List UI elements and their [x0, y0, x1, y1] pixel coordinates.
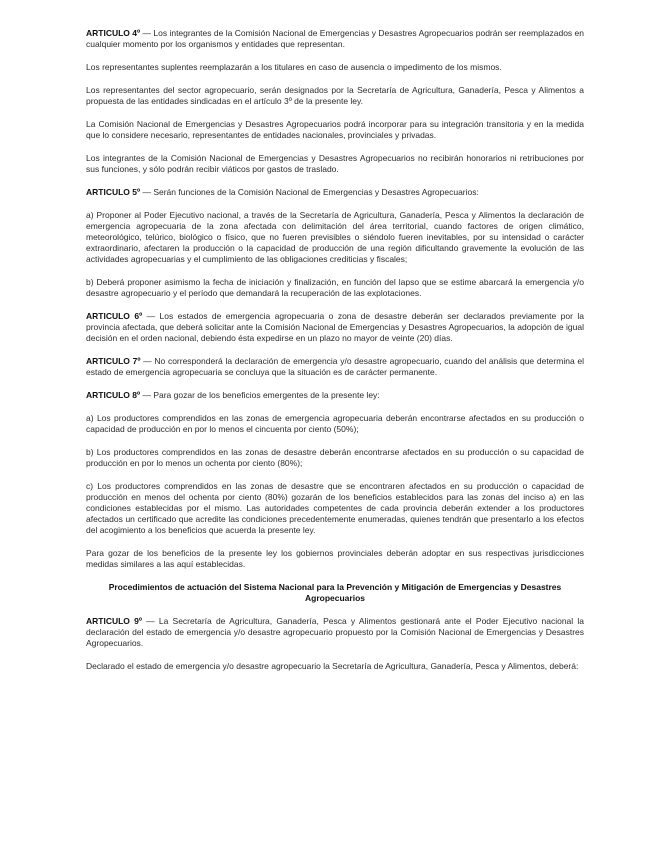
article-8-text: — Para gozar de los beneficios emergentes de la presente ley: — [140, 390, 380, 400]
article-8-provincial-paragraph: Para gozar de los beneficios de la presente ley los gobiernos provinciales deberán adoptar en sus respectivas jurisdicciones medidas similares a las aquí establecidas. — [86, 548, 584, 569]
article-9-paragraph — [86, 616, 584, 649]
document-page — [86, 28, 584, 684]
article-9-text: — La Secretaría de Agricultura, Ganadería, Pesca y Alimentos gestionará ante el Poder Ejecutivo nacional la declaración del estado de emergencia y/o desastre agropecuario propuesto por la Comisión Nacional de Emergencias y Desastres Agropecuarios. — [86, 616, 584, 648]
article-8-item-a: a) Los productores comprendidos en las zonas de emergencia agropecuaria deberán encontrarse afectados en su producción o capacidad de producción en por lo menos el cincuenta por ciento (50%); — [86, 413, 584, 434]
article-9-declaration-paragraph: Declarado el estado de emergencia y/o desastre agropecuario la Secretaría de Agricultura, Ganadería, Pesca y Alimentos, deberá: — [86, 661, 579, 671]
article-4-representatives-paragraph: Los representantes del sector agropecuario, serán designados por la Secretaría de Agricultura, Ganadería, Pesca y Alimentos a propuesta de las entidades sindicadas en el artículo 3º de la presente ley. — [86, 85, 584, 106]
article-7-label: ARTICULO 7º — [86, 356, 141, 366]
article-4-paragraph — [86, 28, 584, 50]
article-5-item-b: b) Deberá proponer asimismo la fecha de iniciación y finalización, en función del lapso que se estime abarcará la emergencia y/o desastre agropecuario y el período que demandará la recuperación de las explotaciones. — [86, 277, 584, 298]
article-5-item-a: a) Proponer al Poder Ejecutivo nacional, a través de la Secretaría de Agricultura, Ganadería, Pesca y Alimentos la declaración de emergencia agropecuaria de la zona afectada con delimitación del área territorial, cuando factores de origen climático, meteorológico, telúrico, biológico o físico, que no fueren previsibles o siéndolo fueren inevitables, por su intensidad o carácter extraordinario, afectaren la producción o la capacidad de producción de una región dificultando gravemente la evolución de las actividades agropecuarias y el cumplimiento de las obligaciones crediticias y fiscales; — [86, 210, 584, 264]
article-4-label: ARTICULO 4º — [86, 28, 141, 38]
article-6-label: ARTICULO 6º — [86, 311, 143, 321]
section-heading: Procedimientos de actuación del Sistema Nacional para la Prevención y Mitigación de Emergencias y Desastres Agropecuarios — [108, 582, 562, 603]
article-9-label: ARTICULO 9º — [86, 616, 142, 626]
article-8-item-c: c) Los productores comprendidos en las zonas de desastre que se encontraren afectados en su producción o capacidad de producción en menos del ochenta por ciento (80%) gozarán de los beneficios establecidos para las zonas del inciso a) en las condiciones establecidas por el mismo. Las autoridades competentes de cada provincia deberán extender a los productores afectados un certificado que acredite las condiciones precedentemente enumeradas, quienes tendrán que presentarlo a los efectos del acogimiento a los beneficios que acuerda la presente ley. — [86, 481, 584, 535]
article-4-incorporation-paragraph: La Comisión Nacional de Emergencias y Desastres Agropecuarios podrá incorporar para su integración transitoria y en la medida que lo considere necesario, representantes de entidades nacionales, provinciales y privadas. — [86, 119, 584, 140]
article-5-paragraph — [86, 187, 584, 198]
article-5-text: — Serán funciones de la Comisión Nacional de Emergencias y Desastres Agropecuarios: — [140, 187, 479, 197]
article-7-paragraph — [86, 356, 584, 378]
article-8-label: ARTICULO 8º — [86, 390, 141, 400]
article-4-text: — Los integrantes de la Comisión Nacional de Emergencias y Desastres Agropecuarios podrán ser reemplazados en cualquier momento por los organismos y entidades que representan. — [86, 28, 584, 49]
article-7-text: — No corresponderá la declaración de emergencia y/o desastre agropecuario, cuando del análisis que determina el estado de emergencia agropecuaria se concluya que la situación es de carácter permanente. — [86, 356, 584, 377]
article-4-honorarium-paragraph: Los integrantes de la Comisión Nacional de Emergencias y Desastres Agropecuarios no recibirán honorarios ni retribuciones por sus funciones, y sólo podrán recibir viáticos por gastos de traslado. — [86, 153, 584, 174]
article-5-label: ARTICULO 5º — [86, 187, 141, 197]
article-8-item-b: b) Los productores comprendidos en las zonas de desastre deberán encontrarse afectados en su producción o su capacidad de producción en por lo menos un ochenta por ciento (80%); — [86, 447, 584, 468]
article-8-paragraph — [86, 390, 584, 401]
article-6-text: — Los estados de emergencia agropecuaria o zona de desastre deberán ser declarados previamente por la provincia afectada, que deberá solicitar ante la Comisión Nacional de Emergencias y Desastres Agropecuarios, la adopción de igual decisión en el orden nacional, debiendo ésta expedirse en un plazo no mayor de veinte (20) días. — [86, 311, 584, 343]
article-6-paragraph — [86, 311, 584, 344]
article-4-substitutes-paragraph: Los representantes suplentes reemplazarán a los titulares en caso de ausencia o impedimento de los mismos. — [86, 62, 502, 72]
